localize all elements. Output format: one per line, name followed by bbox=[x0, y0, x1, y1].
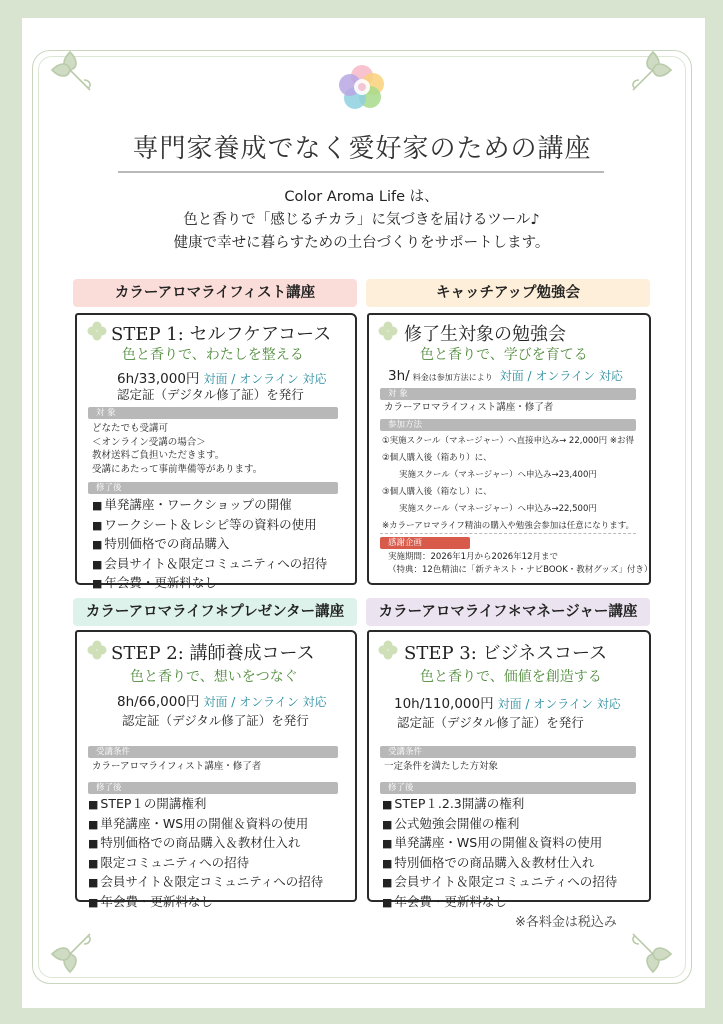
target-line: どなたでも受講可 bbox=[92, 423, 169, 434]
benefit-item: ■ 会員サイト＆限定コミュニティへの招待 bbox=[88, 873, 323, 893]
delivery-mode: 対面 / オンライン 対応 bbox=[203, 372, 327, 386]
method-line: ※カラーアロマライフ精油の購入や勉強会参加は任意になります。 bbox=[382, 521, 635, 531]
price-note: 料金は参加方法により bbox=[412, 373, 493, 382]
benefit-item: ■ 年会費・更新料なし bbox=[382, 893, 617, 913]
rose-logo-icon bbox=[337, 62, 387, 112]
target-line: 受講にあたって事前準備等があります。 bbox=[92, 463, 263, 475]
target-line: ＜オンライン受講の場合＞ bbox=[92, 436, 206, 448]
step3-title: STEP 3: ビジネスコース bbox=[404, 643, 608, 664]
target-text bbox=[92, 422, 262, 476]
target-label: 対 象 bbox=[88, 407, 338, 419]
step1-cert: 認定証（デジタル修了証）を発行 bbox=[117, 387, 304, 402]
ornament-corner-icon bbox=[623, 924, 683, 984]
tab-catchup: キャッチアップ勉強会 bbox=[366, 279, 650, 307]
title-divider bbox=[118, 171, 604, 173]
delivery-mode: 対面 / オンライン 対応 bbox=[499, 369, 623, 383]
price-value: 8h/66,000円 bbox=[117, 694, 200, 710]
benefit-item: ■ 特別価格での商品購入＆教材仕入れ bbox=[382, 854, 617, 874]
page-title: 専門家養成でなく愛好家のための講座 bbox=[132, 134, 592, 164]
step3-price bbox=[394, 692, 621, 712]
clover-icon bbox=[86, 639, 108, 661]
campaign-line: （特典：12色精油に「新テキスト・ナビBOOK・教材グッズ」付き） bbox=[388, 565, 653, 575]
benefit-item: ■ 年会費・更新料なし bbox=[88, 893, 323, 913]
tab-presenter: カラーアロマライフ＊プレゼンター講座 bbox=[73, 598, 357, 626]
step2-cert: 認定証（デジタル修了証）を発行 bbox=[122, 713, 309, 728]
benefit-item: ■ 単発講座・WS用の開催＆資料の使用 bbox=[88, 815, 323, 835]
after-label: 修了後 bbox=[88, 482, 338, 494]
step1-price bbox=[117, 367, 327, 387]
after-label: 修了後 bbox=[380, 782, 636, 794]
benefit-item: ■ STEP１.2.3開講の権利 bbox=[382, 795, 617, 815]
ornament-corner-icon bbox=[40, 924, 100, 984]
intro-line: Color Aroma Life は、 bbox=[284, 189, 439, 205]
intro-line: 健康で幸せに暮らすための土台づくりをサポートします。 bbox=[173, 235, 550, 251]
target-line: 教材送料ご負担いただきます。 bbox=[92, 450, 225, 461]
requirement-text: カラーアロマライフィスト講座・修了者 bbox=[92, 761, 262, 772]
ornament-corner-icon bbox=[40, 40, 100, 100]
step3-tagline: 色と香りで、価値を創造する bbox=[420, 669, 602, 685]
requirement-label: 受講条件 bbox=[380, 746, 636, 758]
catchup-price bbox=[388, 367, 623, 384]
method-list bbox=[382, 433, 634, 535]
delivery-mode: 対面 / オンライン 対応 bbox=[203, 695, 327, 709]
step3-cert: 認定証（デジタル修了証）を発行 bbox=[397, 715, 584, 730]
tax-footnote: ※各料金は税込み bbox=[515, 915, 617, 930]
after-label: 修了後 bbox=[88, 782, 338, 794]
campaign-label: 感謝企画 bbox=[380, 537, 470, 549]
target-text: カラーアロマライフィスト講座・修了者 bbox=[384, 402, 554, 413]
campaign-text bbox=[388, 551, 652, 577]
delivery-mode: 対面 / オンライン 対応 bbox=[497, 697, 621, 711]
requirement-label: 受講条件 bbox=[88, 746, 338, 758]
method-line: ②個人購入後（箱あり）に、 bbox=[382, 453, 492, 463]
tab-color-aroma-lifeist: カラーアロマライフィスト講座 bbox=[73, 279, 357, 307]
benefit-item: ■ STEP１の開講権利 bbox=[88, 795, 323, 815]
step3-benefits bbox=[382, 795, 617, 912]
step2-title: STEP 2: 講師養成コース bbox=[111, 643, 315, 664]
step1-title: STEP 1: セルフケアコース bbox=[111, 324, 332, 345]
benefit-item: ■ 会員サイト＆限定コミュニティへの招待 bbox=[382, 873, 617, 893]
step2-price bbox=[117, 690, 327, 710]
divider bbox=[380, 533, 636, 534]
benefit-item: ■ ワークシート＆レシピ等の資料の使用 bbox=[92, 516, 327, 536]
intro-line: 色と香りで「感じるチカラ」に気づきを届けるツール♪ bbox=[183, 212, 540, 228]
benefit-item: ■ 会員サイト＆限定コミュニティへの招待 bbox=[92, 555, 327, 575]
method-line: 実施スクール（マネージャー）へ申込み→22,500円 bbox=[382, 504, 597, 514]
benefit-item: ■ 特別価格での商品購入 bbox=[92, 535, 327, 555]
benefit-item: ■ 特別価格での商品購入＆教材仕入れ bbox=[88, 834, 323, 854]
intro-text bbox=[120, 186, 603, 255]
requirement-text: 一定条件を満たした方対象 bbox=[384, 761, 499, 772]
price-value: 3h/ bbox=[388, 368, 410, 384]
benefit-item: ■ 年会費・更新料なし bbox=[92, 574, 327, 594]
step1-benefits bbox=[92, 496, 327, 594]
method-line: 実施スクール（マネージャー）へ申込み→23,400円 bbox=[382, 470, 597, 480]
ornament-corner-icon bbox=[623, 40, 683, 100]
benefit-item: ■ 単発講座・WS用の開催＆資料の使用 bbox=[382, 834, 617, 854]
clover-icon bbox=[377, 639, 399, 661]
campaign-line: 実施期間：2026年1月から2026年12月まで bbox=[388, 552, 558, 562]
benefit-item: ■ 公式勉強会開催の権利 bbox=[382, 815, 617, 835]
method-label: 参加方法 bbox=[380, 419, 636, 431]
price-value: 10h/110,000円 bbox=[394, 696, 494, 712]
clover-icon bbox=[86, 320, 108, 342]
price-value: 6h/33,000円 bbox=[117, 371, 200, 387]
catchup-title: 修了生対象の勉強会 bbox=[404, 324, 566, 345]
method-line: ①実施スクール（マネージャー）へ直接申込み→ 22,000円 ※お得 bbox=[382, 436, 635, 446]
benefit-item: ■ 単発講座・ワークショップの開催 bbox=[92, 496, 327, 516]
method-line: ③個人購入後（箱なし）に、 bbox=[382, 487, 492, 497]
clover-icon bbox=[377, 320, 399, 342]
step1-tagline: 色と香りで、わたしを整える bbox=[122, 347, 304, 363]
target-label: 対 象 bbox=[380, 388, 636, 400]
step2-benefits bbox=[88, 795, 323, 912]
catchup-tagline: 色と香りで、学びを育てる bbox=[420, 347, 588, 363]
tab-manager: カラーアロマライフ＊マネージャー講座 bbox=[366, 598, 650, 626]
step2-tagline: 色と香りで、想いをつなぐ bbox=[130, 669, 298, 685]
benefit-item: ■ 限定コミュニティへの招待 bbox=[88, 854, 323, 874]
